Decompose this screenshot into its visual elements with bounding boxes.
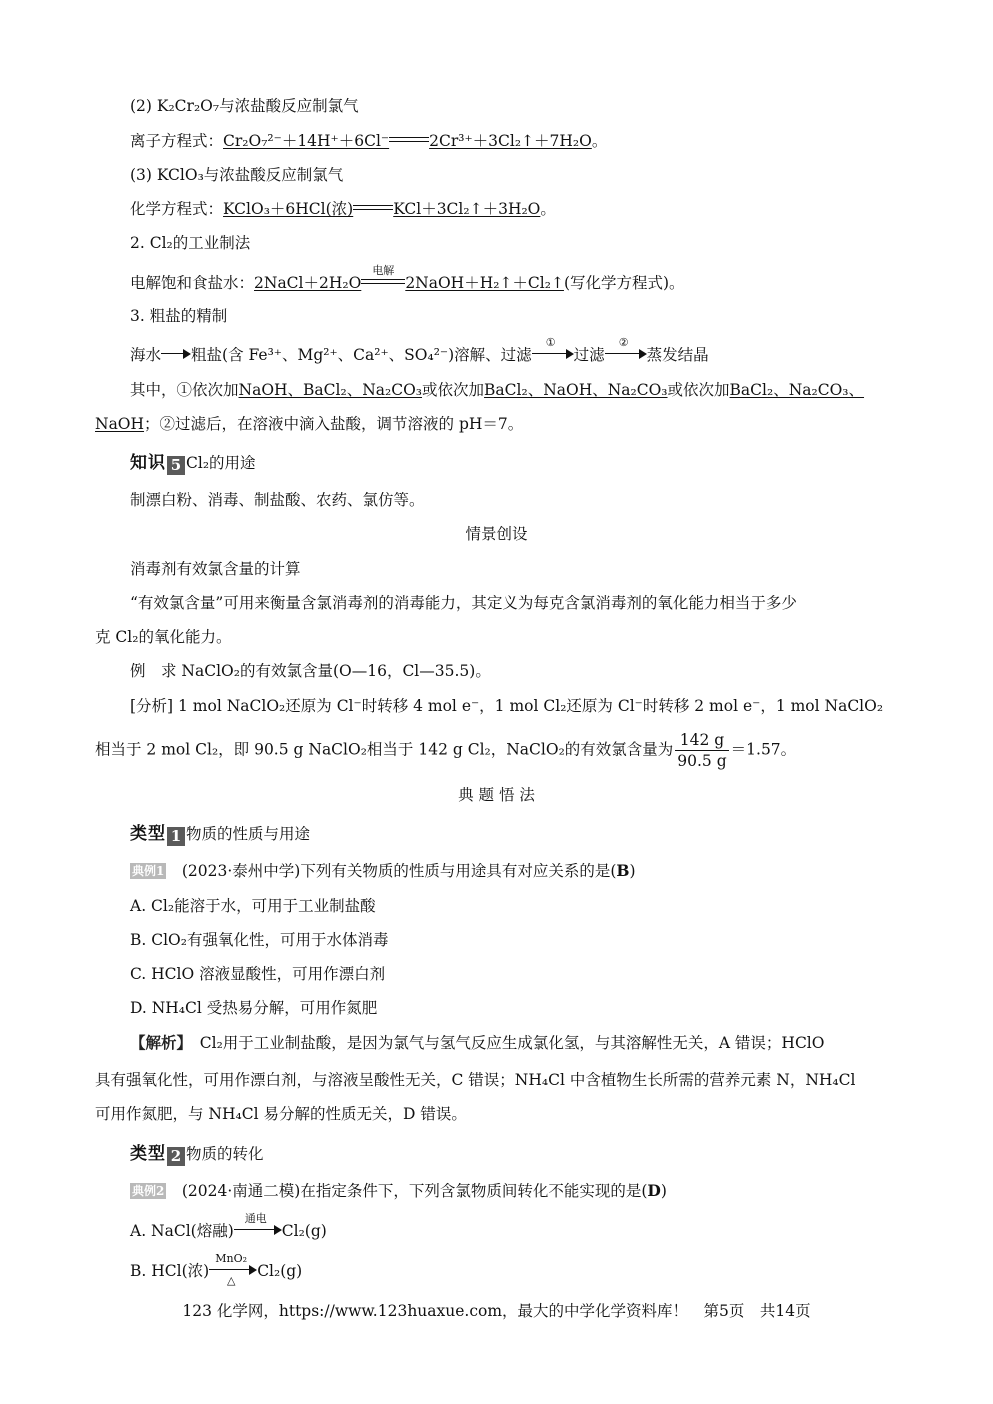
scenario-analysis-2: 相当于 2 mol Cl₂，即 90.5 g NaClO₂相当于 142 g Cl₂，NaClO₂的有效氯含量为 $\frac{142 g}{90.5 g}$ ＝1.57。 [95, 731, 797, 770]
analysis-label: 【解析】 [130, 1033, 185, 1052]
equals-sign [353, 203, 393, 213]
analysis-line-1: 【解析】 Cl₂用于工业制盐酸，是因为氯气与氢气反应生成氯化氢，与其溶解性无关，A 错误；HClO [130, 1033, 825, 1052]
salt-explanation-line2: NaOH；②过滤后，在溶液中滴入盐酸，调节溶液的 pH＝7。 [95, 415, 524, 433]
electrolysis-equation: 2NaCl＋2H₂O 电解 2NaOH＋H₂↑＋Cl₂↑ [254, 264, 564, 292]
scenario-analysis-1: [分析] 1 mol NaClO₂还原为 Cl⁻时转移 4 mol e⁻，1 mol Cl₂还原为 Cl⁻时转移 2 mol e⁻，1 mol NaClO₂ [130, 697, 884, 715]
arrow-icon: 通电 [234, 1225, 282, 1235]
equation-label: 离子方程式： [130, 132, 224, 150]
answer: D [647, 1181, 661, 1200]
arrow-icon: ① [532, 349, 574, 359]
analysis-line-3: 可用作氮肥，与 NH₄Cl 易分解的性质无关，D 错误。 [95, 1105, 467, 1123]
ionic-equation-line: 离子方程式：Cr₂O₇²⁻＋14H⁺＋6Cl⁻ 2Cr³⁺＋3Cl₂↑＋7H₂O。 [130, 132, 608, 150]
knowledge-5-content: 制漂白粉、消毒、制盐酸、农药、氯仿等。 [130, 491, 425, 509]
example-2-stem: 典例2 (2024·南通二模)在指定条件下，下列含氯物质间转化不能实现的是(D) [132, 1181, 667, 1200]
chemical-equation: KClO₃＋6HCl(浓) KCl＋3Cl₂↑＋3H₂O [223, 200, 541, 218]
section-3-title: (3) KClO₃与浓盐酸反应制氯气 [130, 166, 344, 184]
page-footer: 123 化学网，https://www.123huaxue.com，最大的中学化学资料库！ 第5页 共14页 [182, 1302, 811, 1320]
example-tag: 典例1 [132, 864, 165, 878]
option-a: A. Cl₂能溶于水，可用于工业制盐酸 [130, 897, 376, 915]
salt-title: 3. 粗盐的精制 [130, 307, 228, 325]
scenario-paragraph-1-cont: 克 Cl₂的氧化能力。 [95, 628, 232, 646]
equation-label: 化学方程式： [130, 200, 224, 218]
electrolysis-line: 电解饱和食盐水：2NaCl＋2H₂O 电解 2NaOH＋H₂↑＋Cl₂↑(写化学方程式)。 [130, 264, 685, 292]
dianti-heading: 典 题 悟 法 [458, 786, 535, 804]
ionic-equation: Cr₂O₇²⁻＋14H⁺＋6Cl⁻ 2Cr³⁺＋3Cl₂↑＋7H₂O [223, 132, 592, 150]
example-1-stem: 典例1 (2023·泰州中学)下列有关物质的性质与用途具有对应关系的是(B) [132, 861, 636, 880]
analysis-line-2: 具有强氧化性，可用作漂白剂，与溶液呈酸性无关，C 错误；NH₄Cl 中含植物生长所需的营养元素 N，NH₄Cl [95, 1071, 856, 1089]
type-1-heading: 类型 1 物质的性质与用途 [130, 824, 311, 845]
scenario-heading: 情景创设 [465, 525, 528, 543]
option-b: B. ClO₂有强氧化性，可用于水体消毒 [130, 931, 389, 949]
scenario-example: 例 求 NaClO₂的有效氯含量(O—16，Cl—35.5)。 [130, 662, 491, 680]
arrow-icon: MnO₂ △ [209, 1265, 257, 1275]
option-d: D. NH₄Cl 受热易分解，可用作氮肥 [130, 999, 378, 1017]
arrow-icon: ② [605, 349, 647, 359]
type-2-heading: 类型 2 物质的转化 [130, 1144, 264, 1165]
answer: B [616, 861, 630, 880]
fraction: $\frac{142 g}{90.5 g}$ [677, 731, 727, 770]
option-c: C. HClO 溶液显酸性，可用作漂白剂 [130, 965, 386, 983]
industry-title: 2. Cl₂的工业制法 [130, 234, 251, 252]
section-2-title: (2) K₂Cr₂O₇与浓盐酸反应制氯气 [130, 97, 359, 115]
salt-flow-line: 海水 粗盐(含 Fe³⁺、Mg²⁺、Ca²⁺、SO₄²⁻)溶解、过滤 ① 过滤 ② 蒸发结晶 [130, 336, 709, 364]
scenario-paragraph-1: “有效氯含量”可用来衡量含氯消毒剂的消毒能力，其定义为每克含氯消毒剂的氧化能力相当于多少 [130, 594, 797, 612]
equals-sign [389, 135, 429, 145]
option-2a: A. NaCl(熔融) 通电 Cl₂(g) [130, 1212, 327, 1240]
arrow-icon [161, 349, 191, 359]
equals-sign-electrolysis: 电解 [361, 277, 405, 287]
knowledge-5-heading: 知识 5 Cl₂的用途 [130, 453, 256, 474]
option-2b: B. HCl(浓) MnO₂ △ Cl₂(g) [130, 1252, 303, 1287]
chemical-equation-line: 化学方程式：KClO₃＋6HCl(浓) KCl＋3Cl₂↑＋3H₂O。 [130, 200, 556, 218]
salt-explanation-line1: 其中，①依次加NaOH、BaCl₂、Na₂CO₃或依次加BaCl₂、NaOH、Na₂CO₃或依次加BaCl₂、Na₂CO₃、 [130, 381, 865, 399]
scenario-subtitle: 消毒剂有效氯含量的计算 [130, 560, 301, 578]
example-tag: 典例2 [132, 1184, 165, 1198]
